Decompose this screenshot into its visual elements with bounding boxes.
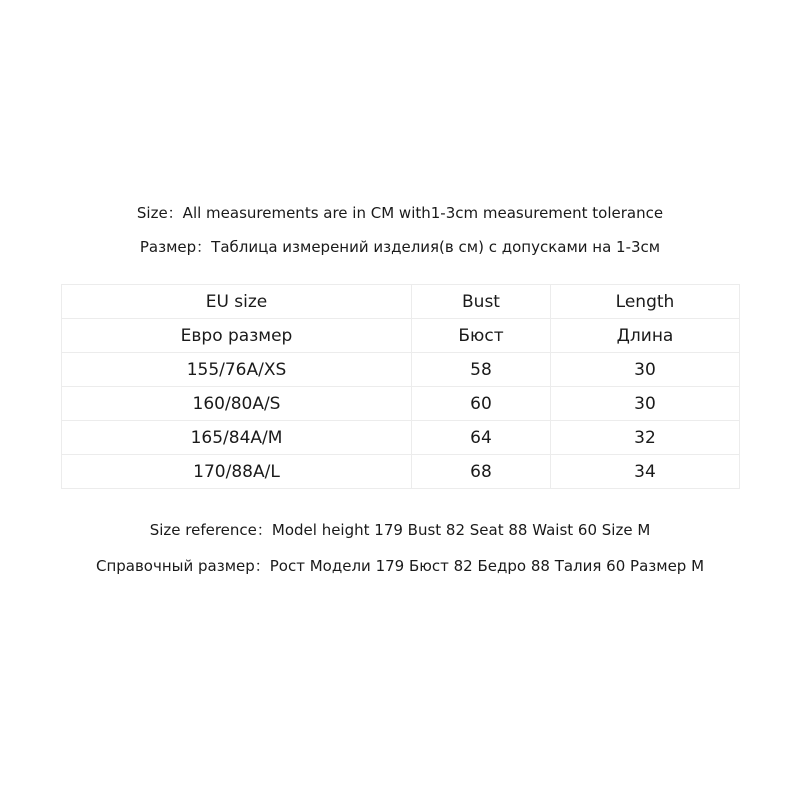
length-cell: 30: [551, 387, 740, 421]
size-cell: 155/76A/XS: [62, 353, 412, 387]
size-table: [61, 284, 740, 489]
length-cell: 32: [551, 421, 740, 455]
bust-cell: 68: [412, 455, 551, 489]
model-reference-ru: Справочный размер：Рост Модели 179 Бюст 82 Бедро 88 Талия 60 Размер M: [95, 557, 705, 575]
bust-cell: 58: [412, 353, 551, 387]
size-cell: 170/88A/L: [62, 455, 412, 489]
table-row: [62, 421, 740, 455]
table-row: [62, 387, 740, 421]
model-reference-en: Size reference：Model height 179 Bust 82 Seat 88 Waist 60 Size M: [149, 521, 651, 539]
bust-cell: 64: [412, 421, 551, 455]
size-cell: 165/84A/M: [62, 421, 412, 455]
length-cell: 30: [551, 353, 740, 387]
table-row: [62, 353, 740, 387]
size-cell: 160/80A/S: [62, 387, 412, 421]
measurement-note-ru: Размер：Таблица измерений изделия(в см) с допусками на 1-3см: [139, 238, 661, 256]
header-bust: Bust: [412, 285, 551, 319]
table-header-row-en: [62, 285, 740, 319]
header-bust-ru: Бюст: [412, 319, 551, 353]
table-row: [62, 455, 740, 489]
length-cell: 34: [551, 455, 740, 489]
table-header-row-ru: [62, 319, 740, 353]
header-eu-size: EU size: [62, 285, 412, 319]
header-length: Length: [551, 285, 740, 319]
header-length-ru: Длина: [551, 319, 740, 353]
bust-cell: 60: [412, 387, 551, 421]
measurement-note-en: Size：All measurements are in CM with1-3cm measurement tolerance: [136, 204, 664, 222]
header-eu-size-ru: Евро размер: [62, 319, 412, 353]
